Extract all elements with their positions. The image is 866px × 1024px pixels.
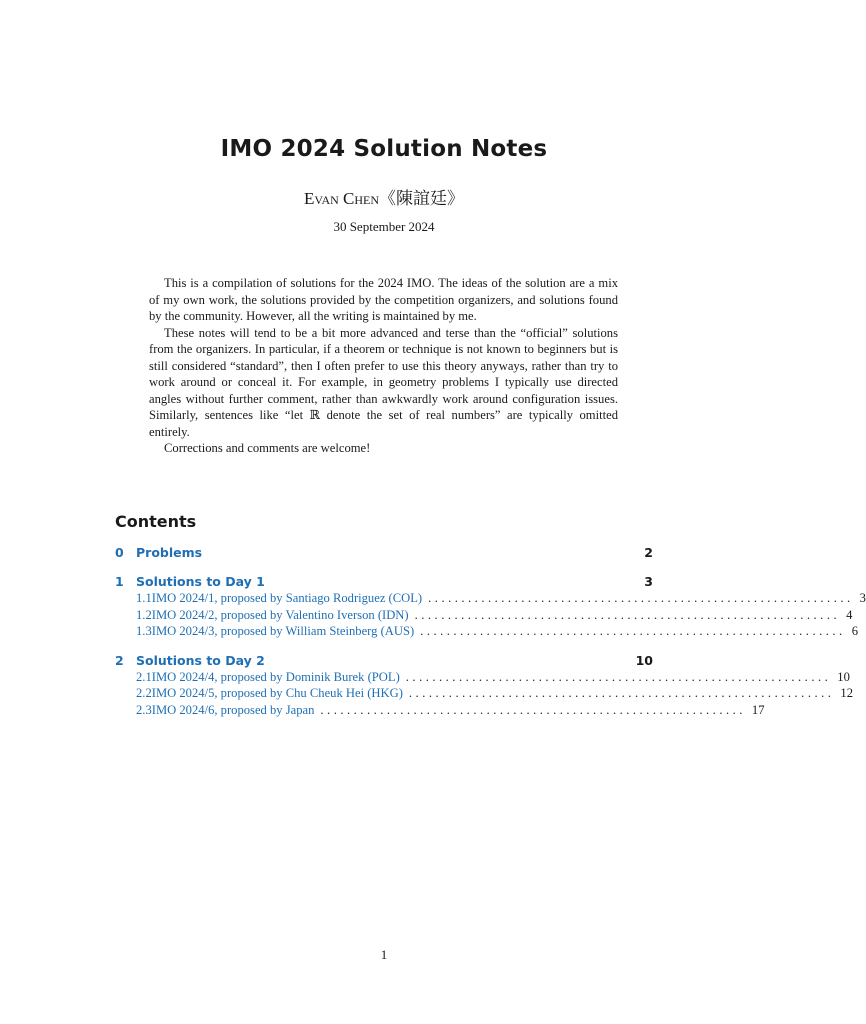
toc-subsection-number: 2.1 <box>136 669 152 684</box>
toc-leader-dots: ................................................................ <box>320 702 746 717</box>
abstract <box>149 275 618 457</box>
toc-leader-dots: ................................................................ <box>414 607 841 622</box>
page-number: 1 <box>380 947 388 962</box>
document-date: 30 September 2024 <box>333 219 435 234</box>
toc-section-page: 10 <box>635 652 653 668</box>
contents-heading: Contents <box>115 512 197 531</box>
toc-leader-dots: ................................................................ <box>408 686 835 700</box>
toc-leader-dots: ................................................................ <box>420 624 846 638</box>
abstract-paragraph: This is a compilation of solutions for the 2024 IMO. The ideas of the solution are a mix of my own work, the solutions provided by the competition organizers, and solutions found by the community. However, all the writing is maintained by me. <box>149 276 618 323</box>
toc-subsection-1-2[interactable] <box>115 607 853 625</box>
toc-subsection-page: 3 <box>859 591 866 605</box>
abstract-paragraph: Corrections and comments are welcome! <box>164 441 371 455</box>
toc-subsection-title[interactable]: IMO 2024/5, proposed by Chu Cheuk Hei (HKG) <box>151 686 403 700</box>
toc-subsection-2-1[interactable] <box>115 669 850 687</box>
toc-subsection-number: 2.2 <box>136 686 152 700</box>
toc-subsection-page: 17 <box>751 702 765 717</box>
toc-section-title[interactable]: Solutions to Day 1 <box>136 574 265 589</box>
toc-subsection-1-1[interactable] <box>115 591 866 608</box>
toc-section-page: 3 <box>644 574 653 589</box>
table-of-contents <box>115 545 866 719</box>
toc-subsection-title[interactable]: IMO 2024/4, proposed by Dominik Burek (POL) <box>151 669 400 684</box>
toc-section-day-2[interactable] <box>115 653 653 670</box>
toc-section-title[interactable]: Problems <box>136 545 203 560</box>
toc-subsection-page: 12 <box>840 686 853 700</box>
toc-subsection-title[interactable]: IMO 2024/3, proposed by William Steinberg (AUS) <box>151 624 415 638</box>
document-author: Evan Chen《陳誼廷》 <box>303 189 465 208</box>
toc-subsection-title[interactable]: IMO 2024/1, proposed by Santiago Rodriguez (COL) <box>151 591 423 605</box>
toc-subsection-2-3[interactable] <box>115 702 765 720</box>
toc-leader-dots: ................................................................ <box>428 591 854 605</box>
toc-section-problems[interactable] <box>115 545 653 562</box>
toc-leader-dots: ................................................................ <box>405 669 832 684</box>
toc-section-number: 0 <box>115 545 124 560</box>
toc-subsection-2-2[interactable] <box>115 686 853 703</box>
toc-subsection-number: 1.2 <box>136 607 152 622</box>
document-title: IMO 2024 Solution Notes <box>220 136 548 162</box>
toc-section-number: 2 <box>115 652 124 668</box>
toc-subsection-title[interactable]: IMO 2024/6, proposed by Japan <box>151 702 315 717</box>
toc-section-number: 1 <box>115 574 124 589</box>
toc-section-page: 2 <box>644 545 653 560</box>
toc-spacer <box>115 562 653 574</box>
toc-subsection-title[interactable]: IMO 2024/2, proposed by Valentino Iverson (IDN) <box>151 607 409 622</box>
toc-subsection-page: 4 <box>846 607 853 622</box>
toc-spacer <box>115 641 653 653</box>
toc-subsection-number: 1.3 <box>136 624 152 638</box>
toc-subsection-page: 6 <box>851 624 858 638</box>
toc-subsection-number: 1.1 <box>136 591 152 605</box>
toc-section-day-1[interactable] <box>115 574 653 591</box>
toc-section-title[interactable]: Solutions to Day 2 <box>136 652 265 668</box>
toc-subsection-1-3[interactable] <box>115 624 858 641</box>
toc-subsection-number: 2.3 <box>136 702 152 717</box>
toc-subsection-page: 10 <box>837 669 850 684</box>
abstract-paragraph: These notes will tend to be a bit more advanced and terse than the “official” solutions from the organizers. In particular, if a theorem or technique is not known to beginners but is still considered “standard”, then I often prefer to use this theory anyways, rather than try to work around or conceal it. For example, in geometry problems I typically use directed angles without further comment, rather than awkwardly work around configuration issues. Similarly, sentences like “let ℝ denote the set of real numbers” are typically omitted entirely. <box>149 325 618 439</box>
